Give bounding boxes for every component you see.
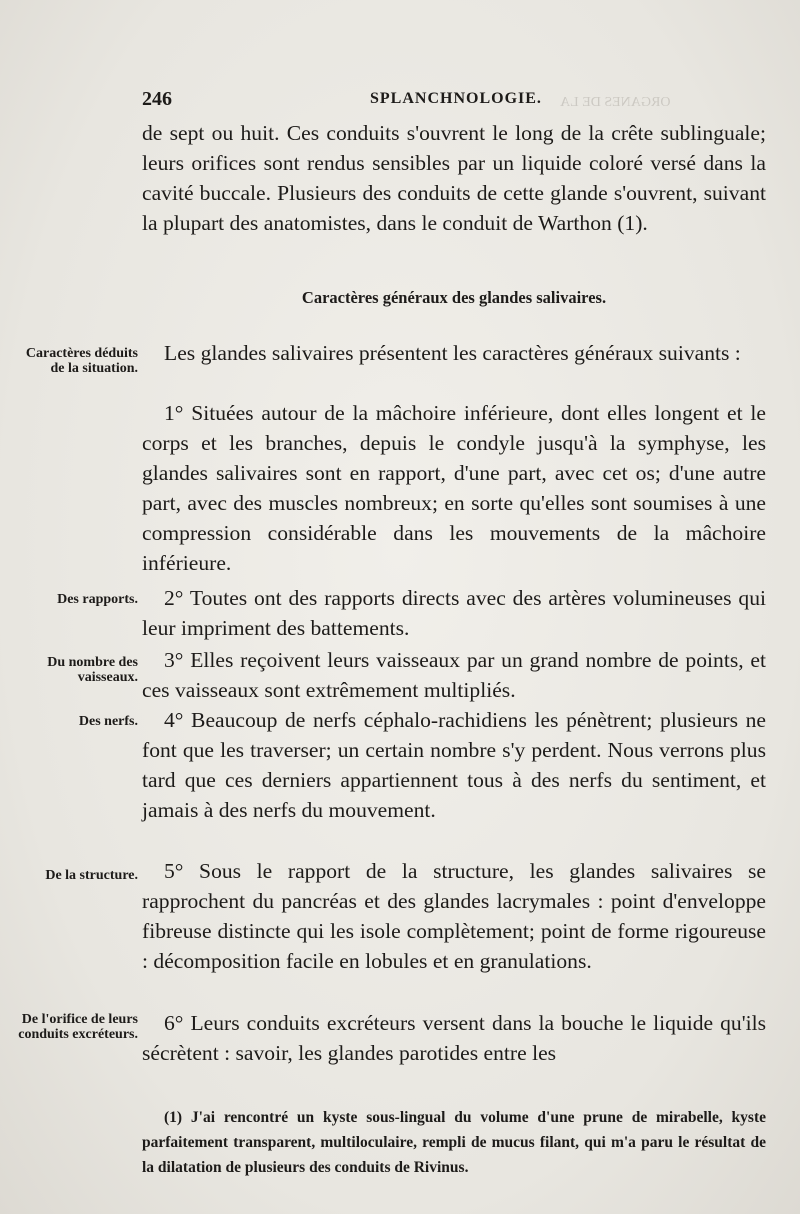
margin-note: Du nombre des vaisseaux. xyxy=(47,655,138,685)
margin-note: De l'orifice de leurs conduits excréteurs. xyxy=(18,1012,138,1042)
body-paragraph xyxy=(142,1008,766,1068)
paragraph-text: 5° Sous le rapport de la structure, les glandes salivaires se rapprochent du pancréas et des glandes lacrymales : point d'enveloppe fibreuse distincte qui les isole complètement; point de forme rigoureuse : décomposition facile en lobules et en granulations. xyxy=(142,859,766,973)
paragraph-text: 3° Elles reçoivent leurs vaisseaux par un grand nombre de points, et ces vaisseaux sont extrêmement multipliés. xyxy=(142,648,766,702)
margin-note: Caractères déduits de la situation. xyxy=(25,346,138,376)
running-title: SPLANCHNOLOGIE. xyxy=(370,90,542,107)
footnote xyxy=(142,1105,766,1180)
page-number: 246 xyxy=(142,88,172,110)
margin-note: Des rapports. xyxy=(57,592,138,607)
body-paragraph xyxy=(142,705,766,825)
body-paragraph xyxy=(142,856,766,976)
body-paragraph xyxy=(142,338,766,368)
intro-text: de sept ou huit. Ces conduits s'ouvrent le long de la crête sublinguale; leurs orifices sont rendus sensibles par un liquide coloré versé dans la cavité buccale. Plusieurs des conduits de cette glande s'ouvrent, suivant la plupart des anatomistes, dans le conduit de Warthon (1). xyxy=(142,121,766,235)
body-paragraph xyxy=(142,398,766,578)
margin-note: De la structure. xyxy=(45,868,138,883)
paragraph-text: 6° Leurs conduits excréteurs versent dans la bouche le liquide qu'ils sécrètent : savoir, les glandes parotides entre les xyxy=(142,1011,766,1065)
body-paragraph xyxy=(142,583,766,643)
intro-paragraph xyxy=(142,118,766,238)
paragraph-text: Les glandes salivaires présentent les caractères généraux suivants : xyxy=(164,341,741,365)
section-heading: Caractères généraux des glandes salivaires. xyxy=(301,288,607,307)
paragraph-text: 1° Situées autour de la mâchoire inférieure, dont elles longent et le corps et les branches, depuis le condyle jusqu'à la symphyse, les glandes salivaires sont en rapport, d'une part, avec cet os; d'une autre part, avec des muscles nombreux; en sorte qu'elles sont soumises à une compression considérable dans les mouvements de la mâchoire inférieure. xyxy=(142,401,766,575)
paragraph-text: 2° Toutes ont des rapports directs avec des artères volumineuses qui leur impriment des battements. xyxy=(142,586,766,640)
show-through-text: ORGANES DE LA xyxy=(560,95,671,110)
footnote-text: (1) J'ai rencontré un kyste sous-lingual du volume d'une prune de mirabelle, kyste parfaitement transparent, multiloculaire, rempli de mucus filant, qui m'a paru le résultat de la dilatation de plusieurs des conduits de Rivinus. xyxy=(142,1109,766,1176)
body-paragraph xyxy=(142,645,766,705)
paragraph-text: 4° Beaucoup de nerfs céphalo-rachidiens les pénètrent; plusieurs ne font que les traverser; un certain nombre s'y perdent. Nous verrons plus tard que ces derniers appartiennent tous à des nerfs du sentiment, et jamais à des nerfs du mouvement. xyxy=(142,708,766,822)
page-header xyxy=(142,88,762,112)
margin-note: Des nerfs. xyxy=(78,714,138,729)
